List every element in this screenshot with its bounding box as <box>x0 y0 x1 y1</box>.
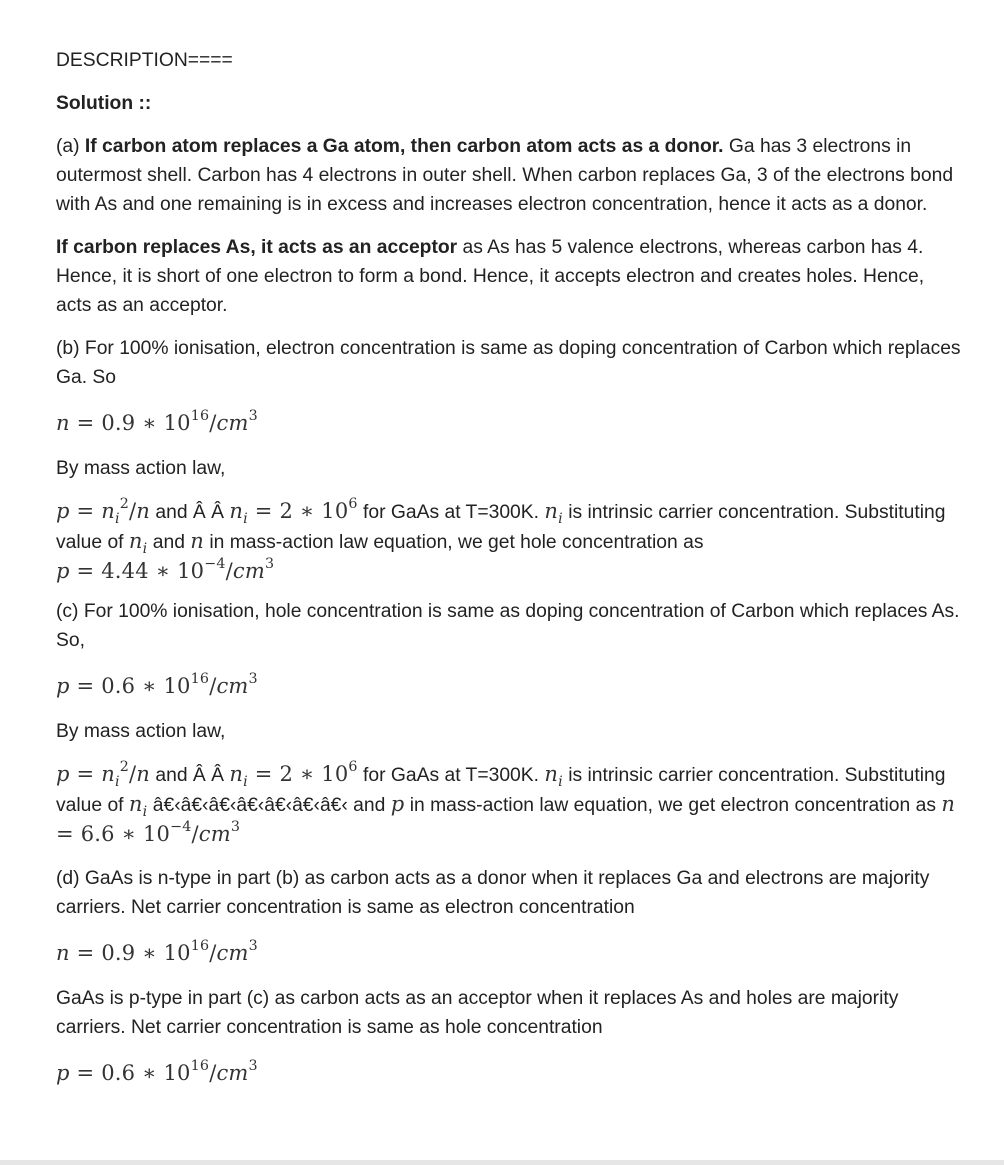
part-c-mass-action: By mass action law, <box>56 721 226 742</box>
equation-b-p-result: p = 4.44 ∗ $10^{-4}/cm^3$ <box>56 555 275 583</box>
solution-label: Solution :: <box>56 93 152 114</box>
equation-b-n: n = 0.9 ∗ $10^{16}/cm^3$ <box>56 407 258 435</box>
part-a-paragraph <box>56 132 961 219</box>
part-c-intro: (c) For 100% ionisation, hole concentration is same as doping concentration of Carbon which replaces As. So, <box>56 601 960 651</box>
equation-d-p: p = 0.6 ∗ $10^{16}/cm^3$ <box>56 1057 258 1085</box>
part-a-bold: If carbon atom replaces a Ga atom, then carbon atom acts as a donor. <box>84 136 724 157</box>
part-a2-paragraph <box>56 233 961 320</box>
part-b-intro: (b) For 100% ionisation, electron concentration is same as doping concentration of Carbon which replaces Ga. So <box>56 338 961 388</box>
equation-c-n-result: n = 6.6 ∗ $10^{-4}/cm^3$ <box>56 792 956 846</box>
solution-document <box>56 46 961 1104</box>
part-a-prefix: (a) <box>56 136 85 157</box>
part-a2-text: as As has 5 valence electrons, whereas carbon has 4. Hence, it is short of one electron to form a bond. Hence, it accepts electron and creates holes. Hence, acts as an acceptor. <box>56 237 925 316</box>
description-header: DESCRIPTION==== <box>56 50 233 71</box>
part-b-mass-action: By mass action law, <box>56 458 226 479</box>
part-d-intro: (d) GaAs is n-type in part (b) as carbon acts as a donor when it replaces Ga and electrons are majority carriers. Net carrier concentration is same as electron concentration <box>56 868 930 918</box>
part-a-text: Ga has 3 electrons in outermost shell. Carbon has 4 electrons in outer shell. When carbon replaces Ga, 3 of the electrons bond with As and one remaining is in excess and increases electron concentration, hence it acts as a donor. <box>56 136 954 215</box>
part-a2-bold: If carbon replaces As, it acts as an acceptor <box>56 237 458 258</box>
part-d-ptype: GaAs is p-type in part (c) as carbon acts as an acceptor when it replaces As and holes are majority carriers. Net carrier concentration is same as hole concentration <box>56 988 899 1038</box>
part-b-mass-action-text: $p = n_i^2/n$ and Â Â $n_i = 2$ ∗ $10^6$ for GaAs at T=300K. $n_i$ is intrinsic carrier concentration. Substituting value of $n_i$ and n in mass-action law equation, we get hole concentration as p = 4.44 ∗ $10^{-4}/cm^3$ <box>56 495 946 583</box>
part-c-mass-action-text: $p = n_i^2/n$ and Â Â $n_i = 2$ ∗ $10^6$ for GaAs at T=300K. $n_i$ is intrinsic carrier concentration. Substituting value of $n_i$ â€‹â€‹â€‹â€‹â€‹â€‹â€‹ and p in mass-action law equation, we get electron concentration as n = 6.6 ∗ $10^{-4}/cm^3$ <box>56 758 956 846</box>
equation-d-n: n = 0.9 ∗ $10^{16}/cm^3$ <box>56 937 258 965</box>
equation-c-p: p = 0.6 ∗ $10^{16}/cm^3$ <box>56 670 258 698</box>
bottom-divider <box>0 1160 1004 1165</box>
